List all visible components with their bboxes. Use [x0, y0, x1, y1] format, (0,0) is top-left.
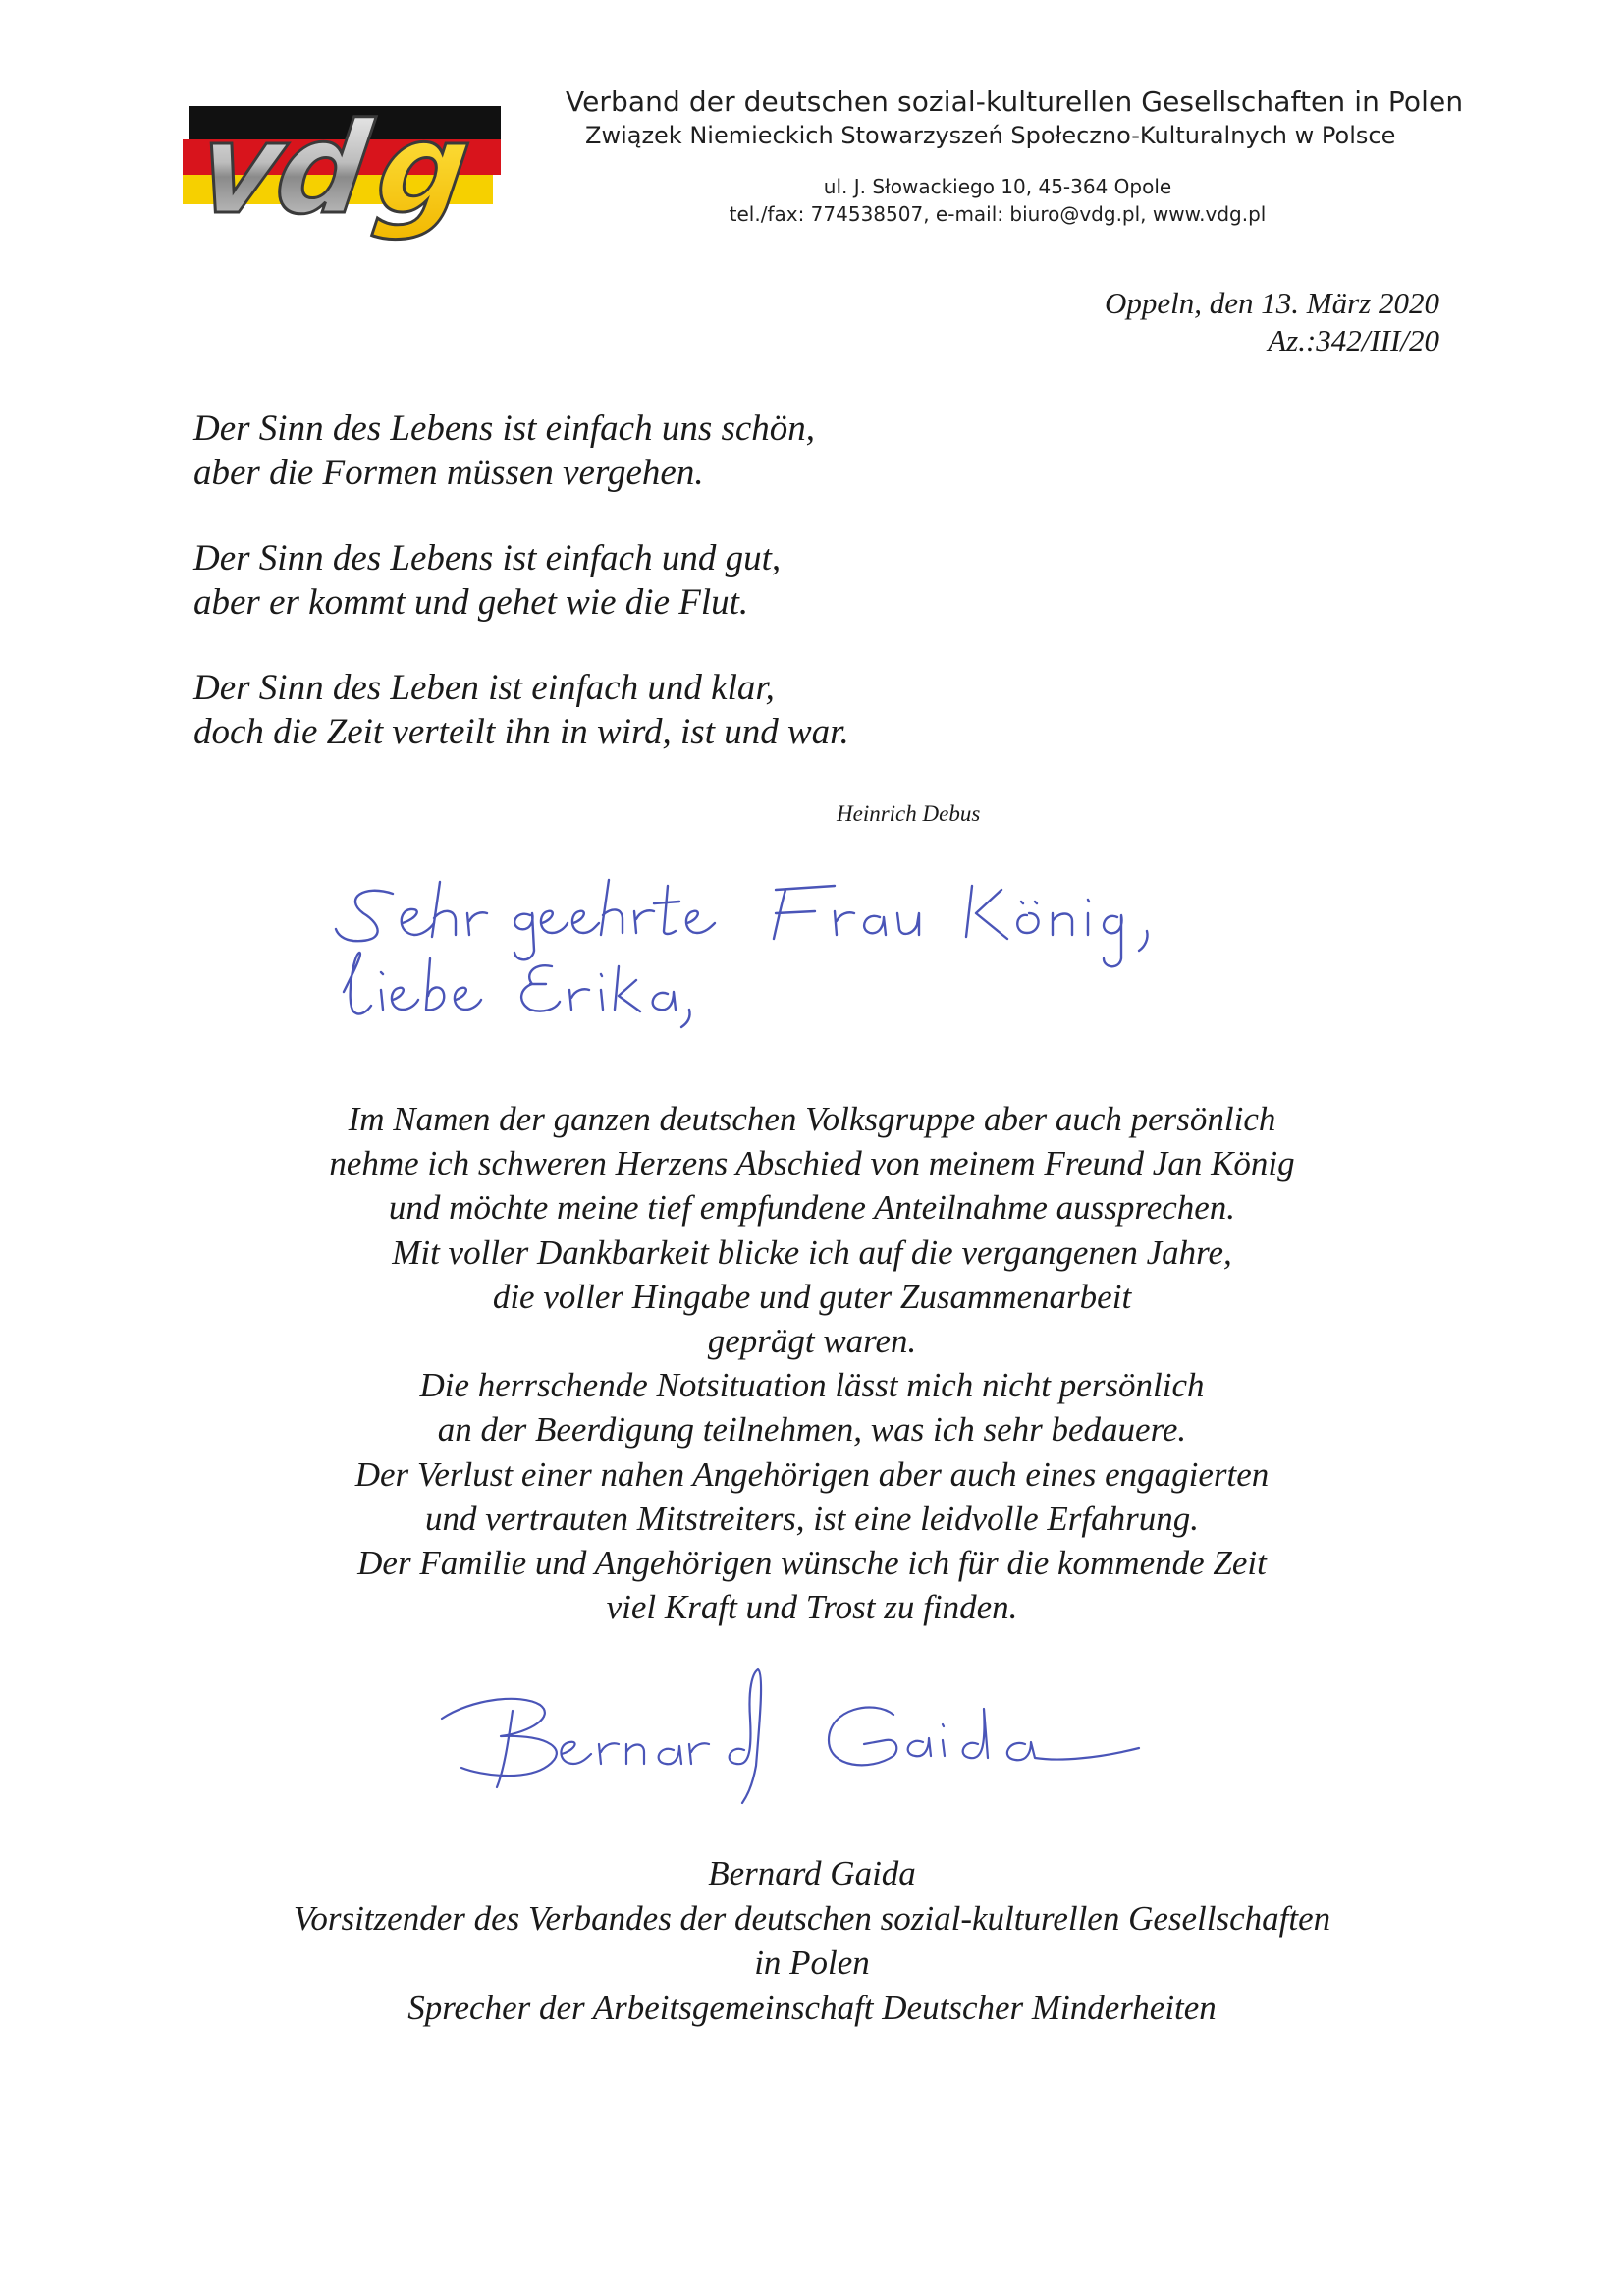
body-line: viel Kraft und Trost zu finden.: [606, 1588, 1018, 1627]
poem-line: Der Sinn des Lebens ist einfach uns schön,: [193, 409, 816, 449]
vdg-logo: [183, 96, 507, 244]
handwritten-salutation: [324, 864, 1267, 1061]
poem-line: Der Sinn des Lebens ist einfach und gut,: [193, 538, 782, 578]
organization-phone-email-web: tel./fax: 774538507, e-mail: biuro@vdg.pl, www.vdg.pl: [729, 202, 1267, 226]
poem-line: doch die Zeit verteilt ihn in wird, ist und war.: [193, 712, 849, 752]
poem-stanza: [193, 666, 1077, 754]
organization-header: [566, 84, 1464, 151]
poem-line: Der Sinn des Leben ist einfach und klar,: [193, 668, 775, 708]
poem-stanza: [193, 407, 1077, 495]
organization-address: ul. J. Słowackiego 10, 45-364 Opole: [823, 175, 1172, 198]
svg-text:g: g: [368, 96, 479, 243]
body-line: Die herrschende Notsituation lässt mich nicht persönlich: [419, 1366, 1205, 1405]
dateline: [1105, 285, 1439, 359]
body-line: die voller Hingabe und guter Zusammenarbeit: [492, 1277, 1132, 1316]
signatory-title: Vorsitzender des Verbandes der deutschen sozial-kulturellen Gesellschaften: [293, 1898, 1331, 1938]
body-line: geprägt waren.: [707, 1322, 917, 1361]
body-line: und möchte meine tief empfundene Anteilnahme aussprechen.: [388, 1188, 1236, 1228]
organization-contact: [566, 173, 1430, 228]
body-line: nehme ich schweren Herzens Abschied von meinem Freund Jan König: [329, 1144, 1295, 1183]
organization-name-polish: Związek Niemieckich Stowarzyszeń Społeczno-Kulturalnych w Polsce: [585, 122, 1396, 149]
poem: [193, 407, 1077, 795]
letter-date: Oppeln, den 13. März 2020: [1105, 286, 1439, 320]
closing-block: [223, 1851, 1401, 2030]
poem-stanza: [193, 536, 1077, 625]
poem-line: aber die Formen müssen vergehen.: [193, 453, 704, 493]
svg-text:vd: vd: [189, 96, 374, 243]
body-line: Im Namen der ganzen deutschen Volksgruppe aber auch persönlich: [348, 1100, 1276, 1138]
handwritten-signature: [432, 1660, 1208, 1807]
body-line: Mit voller Dankbarkeit blicke ich auf die vergangenen Jahre,: [392, 1232, 1232, 1272]
signatory-title: Sprecher der Arbeitsgemeinschaft Deutscher Minderheiten: [407, 1988, 1217, 2027]
letter-body: [223, 1097, 1401, 1629]
body-line: und vertrauten Mitstreiters, ist eine leidvolle Erfahrung.: [424, 1499, 1200, 1538]
reference-number: Az.:342/III/20: [1268, 323, 1439, 357]
body-line: Der Familie und Angehörigen wünsche ich für die kommende Zeit: [357, 1544, 1267, 1583]
signatory-title: in Polen: [754, 1943, 870, 1982]
body-line: Der Verlust einer nahen Angehörigen aber auch eines engagierten: [354, 1454, 1270, 1494]
poem-author: Heinrich Debus: [837, 801, 981, 826]
body-line: an der Beerdigung teilnehmen, was ich sehr bedauere.: [437, 1410, 1187, 1449]
organization-name-german: Verband der deutschen sozial-kulturellen Gesellschaften in Polen: [566, 85, 1464, 118]
signatory-name: Bernard Gaida: [708, 1854, 916, 1892]
poem-line: aber er kommt und gehet wie die Flut.: [193, 582, 749, 623]
